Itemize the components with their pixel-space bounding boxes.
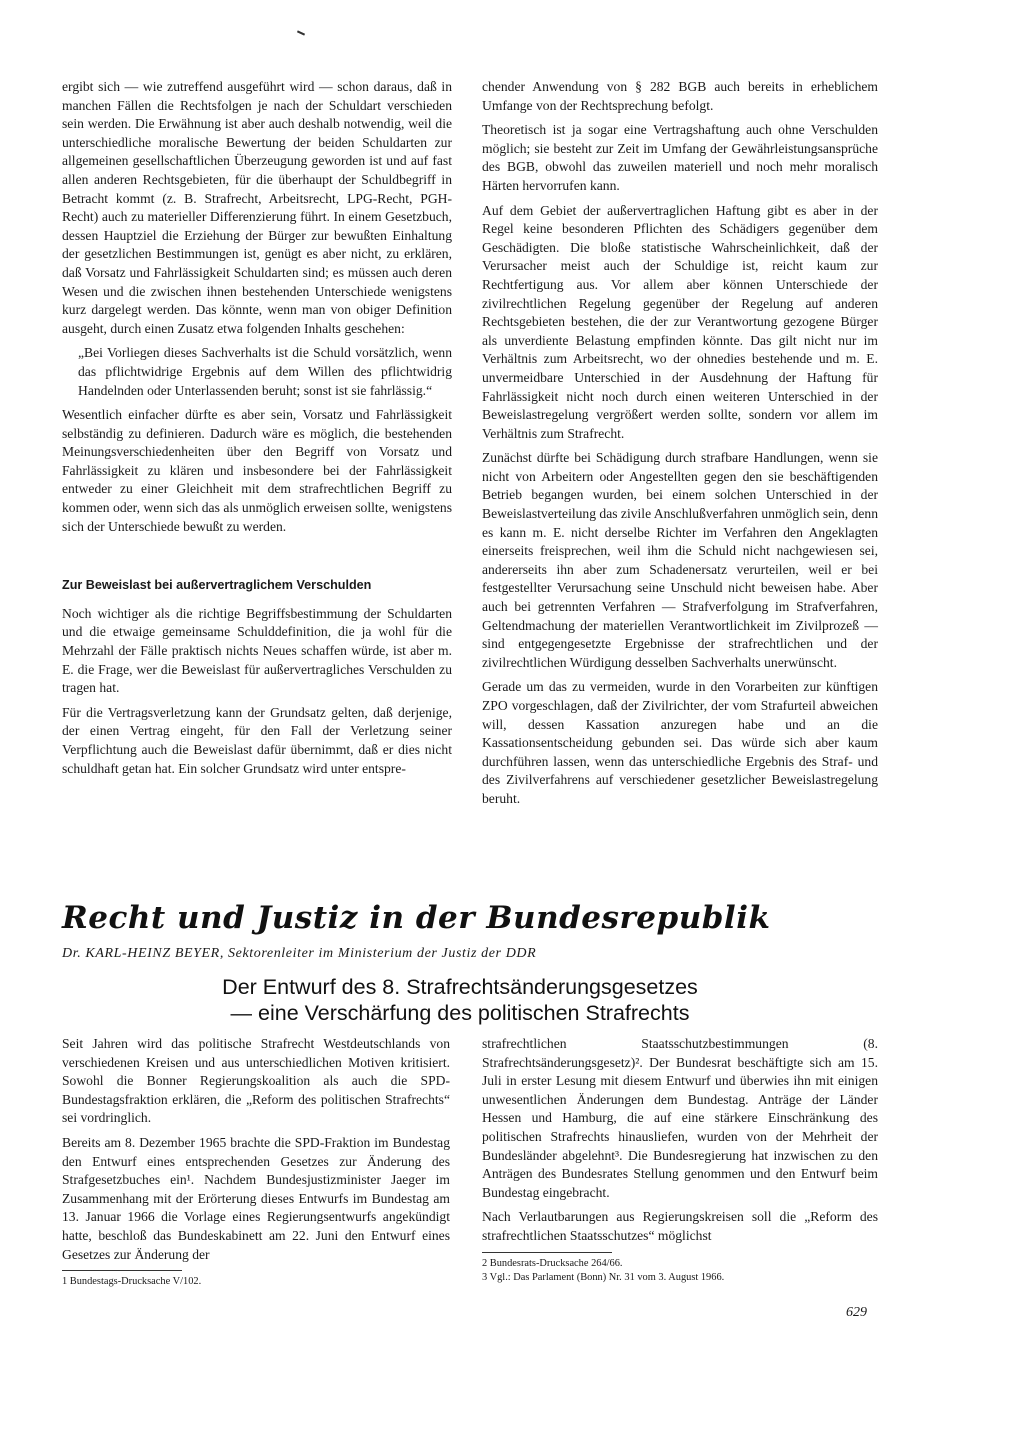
subheading: Zur Beweislast bei außervertraglichem Verschulden bbox=[62, 578, 372, 593]
page-number: 629 bbox=[846, 1305, 867, 1320]
paragraph: Zunächst dürfte bei Schädigung durch strafbare Handlungen, wenn sie nicht von Arbeitern oder Angestellten gegen den sie beschäftigenden Betrieb begangen wurden, bei einem solchen Unterschied in der Beweislastverteilung das zivile Anschlußverfahren unmöglich sein, denn es kann m. E. nicht derselbe Richter im Verfahren den Angeklagten einerseits freisprechen, weil ihm die Schuld nicht nachgewiesen sei, andererseits ihn aber zum Schadenersatz verurteilen, weil er bei festgestellter Verursachung seine Unschuld nicht beweisen habe. Aber auch bei getrennten Verfahren — Strafverfolgung im Strafverfahren, Geltendmachung der materiellen Verantwortlichkeit im Zivilprozeß — sind entgegengesetzte Ergebnisse der strafrechtlichen und der zivilrechtlichen Würdigung desselben Sachverhalts unerwünscht. bbox=[482, 450, 879, 670]
upper-right-column bbox=[482, 78, 878, 809]
paragraph: Nach Verlautbarungen aus Regierungskreisen soll die „Reform des strafrechtlichen Staatsschutzes“ möglichst bbox=[482, 1209, 878, 1243]
lower-right-column bbox=[482, 1035, 878, 1285]
lower-left-column bbox=[62, 1035, 450, 1289]
footnote-rule bbox=[482, 1252, 612, 1253]
paragraph: Wesentlich einfacher dürfte es aber sein, Vorsatz und Fahrlässigkeit selbständig zu definieren. Dadurch wäre es möglich, die bestehenden Meinungsverschiedenheiten über den Begriff von Vorsatz und Fahrlässigkeit zu klären und insbesondere bei der Fahrlässigkeit entweder zu einer Gleichheit mit dem strafrechtlichen Begriff zu kommen oder, wenn sich das als unmöglich erweisen sollte, wenigstens sich der Unterschiede bewußt zu werden. bbox=[62, 407, 452, 534]
author-line: Dr. KARL-HEINZ BEYER, Sektorenleiter im Ministerium der Justiz der DDR bbox=[62, 946, 537, 961]
paragraph: Theoretisch ist ja sogar eine Vertragshaftung auch ohne Verschulden möglich; sie besteht zur Zeit im Umfang der Gewährleistungsansprüche des BGB, obwohl das zuweilen materiell und noch mehr moralisch Härten hervorrufen kann. bbox=[482, 122, 878, 193]
paragraph: chender Anwendung von § 282 BGB auch bereits in erheblichem Umfange von der Rechtsprechung befolgt. bbox=[482, 79, 878, 113]
paragraph: Bereits am 8. Dezember 1965 brachte die SPD-Fraktion im Bundestag den Entwurf eines entsprechenden Gesetzes zur Änderung des Strafgesetzbuches ein¹. Nachdem Bundesjustizminister Jaeger im Zusammenhang mit der Erörterung dieses Entwurfs im Bundestag am 13. Januar 1966 die Vorlage eines Regierungsentwurfs angekündigt hatte, beschloß das Bundeskabinett am 22. Juni den Entwurf eines Gesetzes zur Änderung der bbox=[62, 1134, 450, 1262]
footnote: 2 Bundesrats-Drucksache 264/66. bbox=[482, 1257, 623, 1269]
paragraph: Auf dem Gebiet der außervertraglichen Haftung gibt es aber in der Regel keine besonderen Pflichten des Schädigers gegenüber dem Geschädigten. Die bloße statistische Wahrscheinlichkeit, daß der Verursacher meist auch der Schuldige ist, reicht kaum zur Rechtfertigung aus. Vor allem aber können Unterschiede der zivilrechtlichen Regelung gegenüber der Regelung auf anderen Rechtsgebieten bestehen, die der zur Verantwortung gezogene Bürger als unverdiente Belastung empfinden könnte. Das gilt nicht nur im Verhältnis zum Arbeitsrecht, wo der ohnedies bestehende und m. E. unvermeidbare Unterschied in der Ausdehnung der Haftung für Fahrlässigkeit nicht noch durch einen weiteren Unterschied in der Beweislastregelung vergrößert werden sollte, sondern vor allem im Verhältnis zum Strafrecht. bbox=[482, 202, 878, 441]
article-title-line: Der Entwurf des 8. Strafrechtsänderungsgesetzes bbox=[222, 975, 698, 999]
paragraph: Noch wichtiger als die richtige Begriffsbestimmung der Schuldarten und die etwaige gemeinsame Schulddefinition, die ja wohl für die Mehrzahl der Fälle praktisch nichts Neues schaffen würde, ist aber m. E. die Frage, wer die Beweislast für außervertragliches Verschulden zu tragen hat. bbox=[62, 605, 452, 696]
footnote-rule bbox=[62, 1270, 182, 1271]
paragraph: Gerade um das zu vermeiden, wurde in den Vorarbeiten zur künftigen ZPO vorgeschlagen, daß der Zivilrichter, der vom Strafurteil abweichen will, dessen Kassation anzuregen habe und an die Kassationsentscheidung gebunden sei. Das würde sich aber kaum durchführen lassen, wenn das unterschiedliche Ergebnis des Straf- und des Zivilverfahrens auf verschiedener gesetzlicher Beweislastregelung beruht. bbox=[482, 679, 878, 806]
paragraph: Seit Jahren wird das politische Strafrecht Westdeutschlands von verschiedenen Kreisen und aus unterschiedlichen Motiven kritisiert. Sowohl die Bonner Regierungskoalition als auch die SPD-Bundestagsfraktion erklären, die „Reform des politischen Strafrechts“ sei vordringlich. bbox=[62, 1036, 450, 1126]
upper-left-column bbox=[62, 78, 452, 778]
quoted-definition: „Bei Vorliegen dieses Sachverhalts ist die Schuld vorsätzlich, wenn das pflichtwidrige Ergebnis auf dem Willen des pflichtwidrig Handelnden oder Unterlassenden beruht; sonst ist sie fahrlässig.“ bbox=[78, 345, 452, 398]
article-title bbox=[130, 974, 790, 1026]
section-title: Recht und Justiz in der Bundesrepublik bbox=[62, 900, 771, 936]
paragraph: strafrechtlichen Staatsschutzbestimmungen (8. Strafrechtsänderungsgesetz)². Der Bundesrat beschäftigte sich am 15. Juli in erster Lesung mit diesem Entwurf und überwies ihn mit einigen unwesentlichen Änderungen dem Bundestag. Anträge der Länder Hessen und Hamburg, die auf eine stärkere Einschränkung des politischen Strafrechts hinausliefen, wurden von der Mehrheit der Bundesländer abgelehnt³. Die Bundesregierung hat inzwischen zu den Anträgen des Bundesrates Stellung genommen und den Entwurf beim Bundestag eingebracht. bbox=[482, 1036, 878, 1200]
paragraph: ergibt sich — wie zutreffend ausgeführt wird — schon daraus, daß in manchen Fällen die Rechtsfolgen je nach der Schuldart verschieden sein werden. Die Erwähnung ist aber auch deshalb notwendig, weil die unterschiedliche moralische Bewertung der beiden Schuldarten zur allgemeinen gesellschaftlichen Überzeugung geworden ist und auf fast allen anderen Rechtsgebieten, für die überhaupt der Schuldbegriff in Betracht kommt (z. B. Strafrecht, Arbeitsrecht, LPG-Recht, PGH-Recht) auch zu materieller Differenzierung führt. In einem Gesetzbuch, dessen Hauptziel die Erziehung der Bürger zur bewußten Einhaltung der gesetzlichen Bestimmungen ist, genügt es aber nicht, zu erklären, daß Vorsatz und Fahrlässigkeit Schuldarten sind; es müssen auch deren Wesen und die zwischen ihnen bestehenden Unterschiede wenigstens kurz dargelegt werden. Das könnte, wenn man von obiger Definition ausgeht, durch einen Zusatz etwa folgenden Inhalts geschehen: bbox=[62, 79, 452, 336]
footnote: 3 Vgl.: Das Parlament (Bonn) Nr. 31 vom 3. August 1966. bbox=[482, 1271, 725, 1283]
paragraph: Für die Vertragsverletzung kann der Grundsatz gelten, daß derjenige, der einen Vertrag eingeht, für den Fall der Verletzung seiner Verpflichtung auch die Beweislast dafür übernimmt, daß er dies nicht schuldhaft getan hat. Ein solcher Grundsatz wird unter entspre- bbox=[62, 704, 452, 776]
article-title-line: — eine Verschärfung des politischen Strafrechts bbox=[230, 1001, 690, 1025]
footnote: 1 Bundestags-Drucksache V/102. bbox=[62, 1276, 202, 1288]
scan-mark bbox=[297, 30, 305, 35]
